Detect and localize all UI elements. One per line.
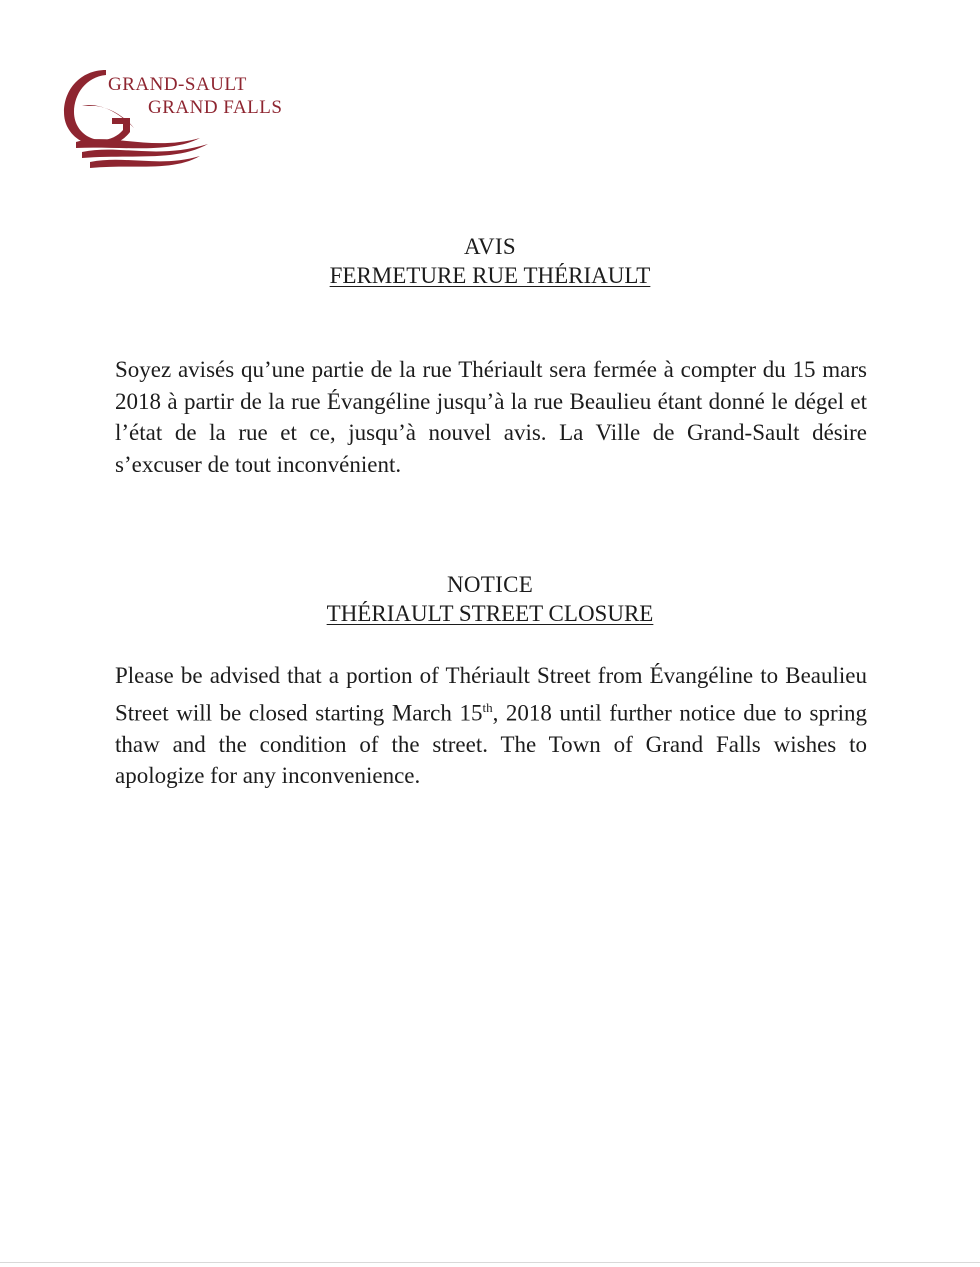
- english-notice-paragraph: [115, 660, 867, 792]
- english-heading-block: [0, 570, 980, 628]
- french-notice-paragraph: Soyez avisés qu’une partie de la rue Thériault sera fermée à compter du 15 mars 2018 à partir de la rue Évangéline jusqu’à la rue Beaulieu étant donné le dégel et l’état de la rue et ce, jusqu’à nouvel avis. La Ville de Grand-Sault désire s’excuser de tout inconvénient.: [115, 357, 867, 477]
- french-subtitle: FERMETURE RUE THÉRIAULT: [329, 263, 651, 288]
- english-body-start: Please be advised that a portion of Thériault Street from Évangéline to Beaulieu Street will be closed starting March 15: [115, 663, 867, 726]
- page-edge-divider: [0, 1262, 980, 1263]
- town-logo: [60, 62, 290, 172]
- date-ordinal-suffix: th: [482, 699, 493, 715]
- english-title: NOTICE: [446, 572, 534, 597]
- english-subtitle: THÉRIAULT STREET CLOSURE: [326, 601, 654, 626]
- logo-text-grand-falls: GRAND FALLS: [148, 97, 283, 118]
- french-title: AVIS: [464, 234, 516, 259]
- french-heading-block: [0, 232, 980, 290]
- english-body-end: , 2018 until further notice due to spring thaw and the condition of the street. The Town of Grand Falls wishes to apologize for any inconvenience.: [115, 700, 867, 789]
- logo-text-grand-sault: GRAND-SAULT: [108, 74, 247, 95]
